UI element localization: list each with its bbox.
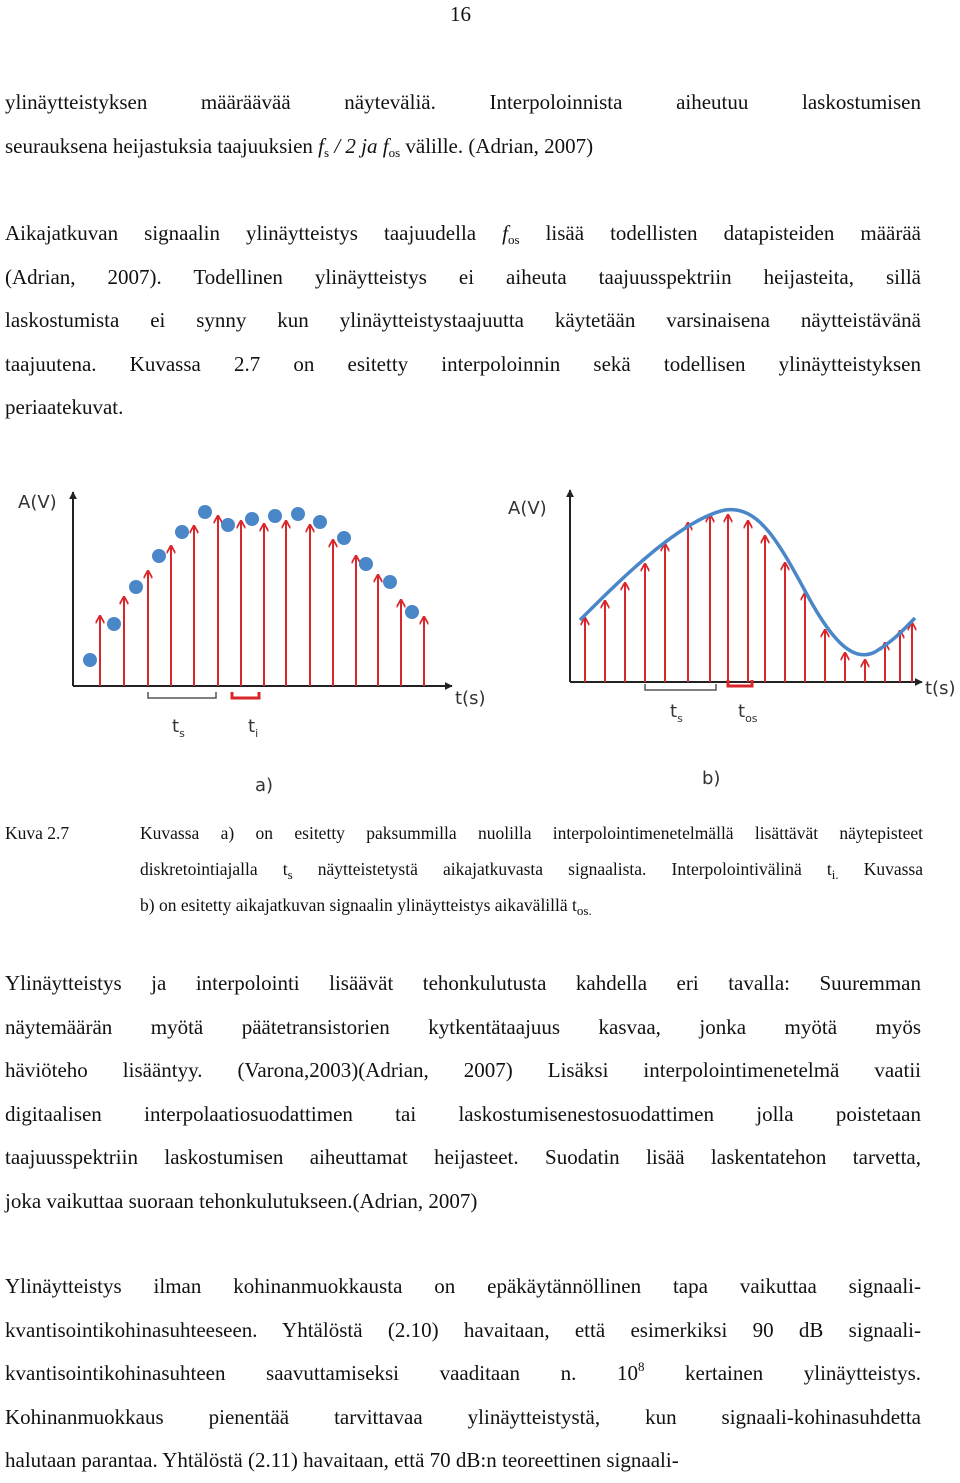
text-line: häviöteho lisääntyy. (Varona,2003)(Adrian, 2007) Lisäksi interpolointimenetelmä vaatii	[5, 1058, 921, 1082]
paragraph-3	[5, 962, 921, 1223]
text-line: laskostumista ei synny kun ylinäytteistystaajuutta käytetään varsinaisena näytteistävänä	[5, 308, 921, 332]
text-line: ylinäytteistyksen määräävää näyteväliä. Interpoloinnista aiheutuu laskostumisen	[5, 90, 921, 114]
text-line: (Adrian, 2007). Todellinen ylinäytteistys ei aiheuta taajuusspektriin heijasteita, sillä	[5, 264, 921, 289]
figure-2-7	[0, 470, 960, 805]
sample-dot	[405, 605, 419, 619]
y-axis-label: A(V)	[508, 498, 547, 519]
text-line: Aikajatkuvan signaalin ylinäytteistys taajuudella $f_{os}$ lisää todellisten datapisteiden määrää	[5, 221, 921, 247]
ti-bracket	[232, 692, 259, 698]
caption-text	[140, 815, 923, 923]
text-line: joka vaikuttaa suoraan tehonkulutukseen.(Adrian, 2007)	[5, 1188, 478, 1213]
sample-dot	[152, 549, 166, 563]
text-line: seurauksena heijastuksia taajuuksien $f_s / 2$ ja $f_{os}$ välille. (Adrian, 2007)	[5, 133, 594, 160]
text-line: periaatekuvat.	[5, 395, 124, 419]
ts-bracket	[148, 692, 216, 698]
sample-dot	[268, 509, 282, 523]
text-line: Ylinäytteistys ilman kohinanmuokkausta on epäkäytännöllinen tapa vaikuttaa signaali-	[5, 1274, 921, 1298]
sample-dot	[198, 505, 212, 519]
text-line: taajuusspektriin laskostumisen aiheuttamat heijasteet. Suodatin lisää laskentatehon tarvetta,	[5, 1145, 921, 1169]
caption-line: b) on esitetty aikajatkuvan signaalin ylinäytteistys aikavälillä $t_{os.}$	[140, 895, 592, 918]
ti-label: $t_i$	[248, 716, 259, 740]
tos-label: $t_{os}$	[738, 701, 758, 725]
text-line: kvantisointikohinasuhteen saavuttamiseksi vaaditaan n. $10^8$ kertainen ylinäytteistys.	[5, 1359, 921, 1385]
caption-line: diskretointiajalla $t_s$ näytteistetystä aikajatkuvasta signaalista. Interpolointivälinä $t_{i.}$ Kuvassa	[140, 859, 923, 882]
caption-label: Kuva 2.7	[5, 823, 70, 843]
text-line: digitaalisen interpolaatiosuodattimen tai laskostumisenestosuodattimen jolla poistetaan	[5, 1101, 921, 1126]
x-axis-label: t(s)	[925, 678, 956, 699]
sample-dot	[291, 507, 305, 521]
sample-dot	[383, 575, 397, 589]
samples-group	[585, 516, 912, 682]
paragraph-4	[5, 1265, 921, 1483]
sample-dot	[313, 515, 327, 529]
paragraph-2	[5, 212, 921, 430]
sample-dot	[175, 525, 189, 539]
panel-a-label: a)	[255, 775, 274, 796]
text-line: Kohinanmuokkaus pienentää tarvittavaa ylinäytteistystä, kun signaali-kohinasuhdetta	[5, 1404, 921, 1429]
page-number: 16	[450, 2, 471, 26]
text-line: näytemäärän myötä päätetransistorien kytkentätaajuus kasvaa, jonka myötä myös	[5, 1014, 921, 1039]
y-axis-label: A(V)	[18, 492, 57, 513]
sample-dot	[129, 580, 143, 594]
ts-label: $t_s$	[172, 716, 185, 740]
samples-group	[83, 505, 424, 686]
text-line: taajuutena. Kuvassa 2.7 on esitetty interpoloinnin sekä todellisen ylinäytteistyksen	[5, 351, 921, 376]
panel-b	[508, 490, 955, 789]
sample-dot	[337, 531, 351, 545]
paragraph-1	[5, 81, 921, 168]
ts-label: $t_s$	[670, 701, 683, 725]
text-line: halutaan parantaa. Yhtälöstä (2.11) havaitaan, että 70 dB:n teoreettinen signaali-	[5, 1448, 679, 1472]
sample-dot	[359, 557, 373, 571]
ts-bracket	[645, 684, 716, 690]
caption-line: Kuvassa a) on esitetty paksummilla nuolilla interpolointimenetelmällä lisättävät näytepisteet	[140, 823, 923, 843]
sample-dot	[83, 653, 97, 667]
text-line: kvantisointikohinasuhteeseen. Yhtälöstä (2.10) havaitaan, että esimerkiksi 90 dB signaali-	[5, 1317, 921, 1342]
panel-a	[18, 492, 485, 796]
x-axis-label: t(s)	[455, 688, 486, 709]
sample-dot	[107, 617, 121, 631]
sample-dot	[221, 518, 235, 532]
sample-dot	[245, 512, 259, 526]
text-line: Ylinäytteistys ja interpolointi lisäävät tehonkulutusta kahdella eri tavalla: Suuremman	[5, 971, 921, 995]
panel-b-label: b)	[702, 768, 721, 789]
